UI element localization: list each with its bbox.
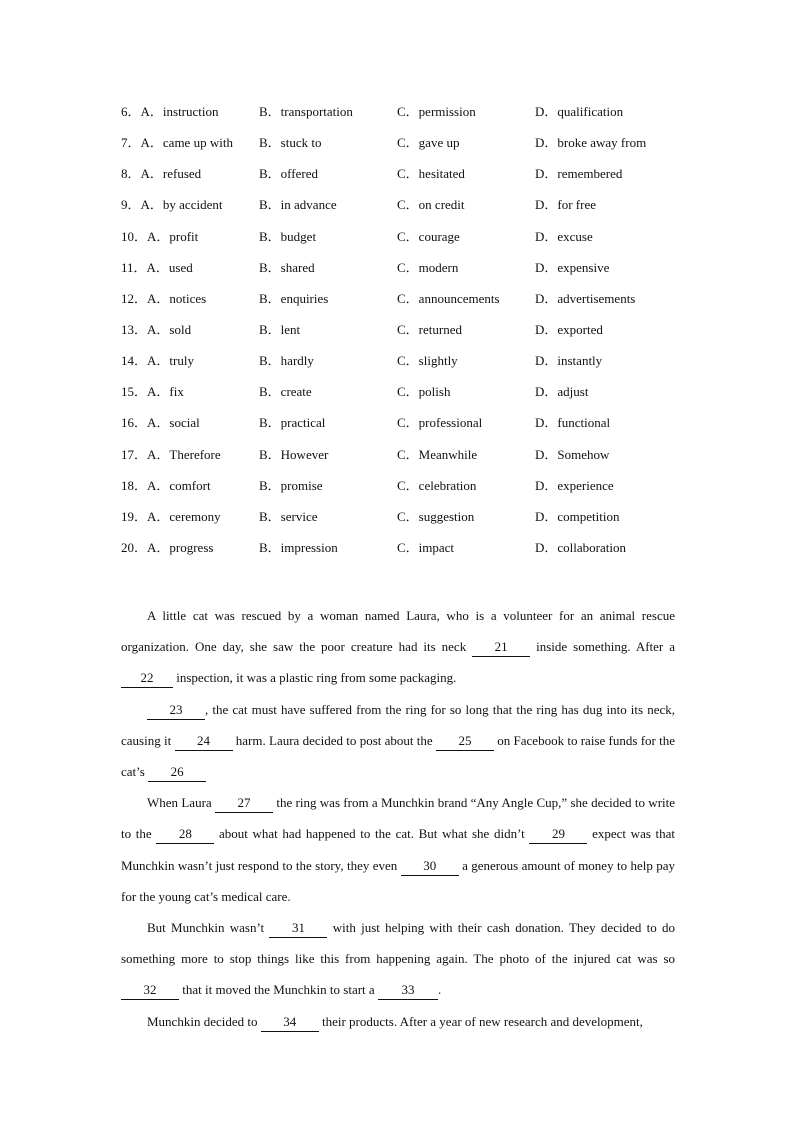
option-b: B．create — [259, 384, 312, 400]
question-number: 6． — [121, 104, 141, 119]
question-number: 18． — [121, 477, 148, 493]
question-row — [121, 289, 681, 320]
option-d: D．functional — [535, 415, 611, 431]
question-row — [121, 445, 681, 476]
option-b: B．offered — [259, 166, 318, 182]
option-text: A．ceremony — [147, 508, 221, 524]
option-c: C．slightly — [397, 353, 458, 369]
option-a — [121, 289, 206, 309]
question-row — [121, 507, 681, 538]
blank-25: 25 — [436, 732, 494, 751]
option-c: C．gave up — [397, 135, 460, 151]
option-a — [121, 351, 194, 371]
option-c: C．courage — [397, 228, 460, 244]
question-row — [121, 476, 681, 507]
option-d: D．expensive — [535, 259, 610, 275]
option-d: D．advertisements — [535, 290, 636, 306]
option-d: D．adjust — [535, 384, 589, 400]
option-b: B．shared — [259, 259, 315, 275]
passage-text: , the cat must have suffered from the ring for so long that the ring has dug into its neck, causing it — [121, 701, 675, 748]
option-b: B．hardly — [259, 353, 314, 369]
option-c: C．celebration — [397, 477, 477, 493]
option-b: B．budget — [259, 228, 317, 244]
option-d: D．exported — [535, 321, 603, 337]
question-number: 10． — [121, 228, 148, 244]
cloze-passage — [121, 600, 675, 1037]
option-a — [121, 133, 233, 153]
option-b: B．practical — [259, 415, 326, 431]
option-text: A．progress — [147, 539, 214, 555]
option-c: C．impact — [397, 539, 455, 555]
option-a — [121, 476, 211, 496]
blank-30: 30 — [401, 857, 459, 876]
option-a — [121, 382, 184, 402]
option-d: D．experience — [535, 477, 614, 493]
option-a — [121, 507, 221, 527]
blank-23: 23 — [147, 701, 205, 720]
question-number: 17． — [121, 446, 148, 462]
option-text: A．social — [147, 415, 200, 431]
option-a — [121, 320, 191, 340]
blank-24: 24 — [175, 732, 233, 751]
paragraph-2 — [121, 694, 675, 788]
passage-text: inside something. After a — [536, 639, 675, 655]
passage-text: with just helping with their cash donation. They decided to do something more to stop things like this from happening again. The photo of the injured cat was so — [121, 920, 675, 967]
paragraph-1 — [121, 600, 675, 694]
option-text: A．came up with — [140, 135, 233, 151]
option-b: B．service — [259, 508, 318, 524]
question-row — [121, 351, 681, 382]
passage-text: their products. After a year of new research and development, — [321, 1013, 643, 1029]
option-b: B．However — [259, 446, 329, 462]
paragraph-3 — [121, 787, 675, 912]
option-c: C．suggestion — [397, 508, 475, 524]
option-b: B．transportation — [259, 104, 353, 119]
option-text: A．used — [146, 259, 193, 275]
option-c: C．polish — [397, 384, 451, 400]
question-number: 14． — [121, 353, 148, 369]
option-a — [121, 413, 200, 433]
question-row — [121, 133, 681, 164]
option-text: A．profit — [147, 228, 199, 244]
option-c: C．professional — [397, 415, 483, 431]
paragraph-5 — [121, 1006, 675, 1037]
option-a — [121, 102, 219, 122]
answer-options-list — [121, 102, 681, 569]
passage-text: When Laura — [147, 795, 212, 811]
option-d: D．for free — [535, 197, 596, 213]
blank-28: 28 — [156, 825, 214, 844]
option-text: A．by accident — [140, 197, 223, 213]
option-b: B．lent — [259, 321, 301, 337]
option-c: C．returned — [397, 321, 462, 337]
passage-text: about what had happened to the cat. But what she didn’t — [218, 826, 525, 842]
option-text: A．notices — [147, 290, 207, 306]
passage-text: the ring was from a Munchkin brand “Any Angle Cup,” she decided to write to the — [121, 795, 676, 842]
option-a — [121, 258, 193, 278]
question-row — [121, 195, 681, 226]
option-d: D．collaboration — [535, 539, 626, 555]
option-b: B．stuck to — [259, 135, 322, 151]
question-number: 12． — [121, 290, 148, 306]
passage-text: But Munchkin wasn’t — [147, 920, 265, 936]
option-b: B．in advance — [259, 197, 337, 213]
question-number: 16． — [121, 415, 148, 431]
blank-22: 22 — [121, 669, 173, 688]
option-text: A．refused — [140, 166, 202, 182]
option-d: D．Somehow — [535, 446, 610, 462]
question-row — [121, 538, 681, 569]
option-c: C．hesitated — [397, 166, 465, 182]
question-row — [121, 227, 681, 258]
option-b: B．enquiries — [259, 290, 329, 306]
question-row — [121, 102, 681, 133]
option-text: A．comfort — [147, 477, 211, 493]
blank-21: 21 — [472, 638, 530, 657]
question-row — [121, 320, 681, 351]
question-row — [121, 258, 681, 289]
question-row — [121, 164, 681, 195]
option-d: D．competition — [535, 508, 620, 524]
option-c: C．on credit — [397, 197, 465, 213]
option-b: B．impression — [259, 539, 338, 555]
passage-text: expect was that Munchkin wasn’t just respond to the story, they even — [121, 826, 676, 873]
option-c: C．Meanwhile — [397, 446, 478, 462]
option-b: B．promise — [259, 477, 323, 493]
question-number: 19． — [121, 508, 148, 524]
passage-text: Munchkin decided to — [147, 1013, 258, 1029]
question-number: 20． — [121, 539, 148, 555]
option-d: D．remembered — [535, 166, 623, 182]
blank-29: 29 — [529, 825, 587, 844]
passage-text: a generous amount of money to help pay for the young cat’s medical care. — [121, 857, 676, 904]
question-row — [121, 413, 681, 444]
question-number: 7． — [121, 135, 141, 151]
blank-26: 26 — [148, 763, 206, 782]
question-number: 8． — [121, 166, 141, 182]
option-text: A．instruction — [140, 104, 219, 119]
option-d: D．instantly — [535, 353, 603, 369]
blank-27: 27 — [215, 794, 273, 813]
option-text: A．sold — [147, 321, 192, 337]
option-a — [121, 227, 198, 247]
option-d: D．qualification — [535, 104, 624, 119]
option-a — [121, 164, 201, 184]
passage-text: . — [437, 982, 442, 998]
option-text: A．truly — [147, 353, 194, 369]
option-a — [121, 445, 221, 465]
paragraph-4 — [121, 912, 675, 1006]
option-c: C．announcements — [397, 290, 500, 306]
question-number: 9． — [121, 197, 141, 213]
passage-text: that it moved the Munchkin to start a — [182, 982, 375, 998]
blank-34: 34 — [261, 1013, 319, 1032]
passage-text: inspection, it was a plastic ring from some packaging. — [176, 670, 457, 686]
option-text: A．Therefore — [147, 446, 221, 462]
question-number: 11． — [121, 259, 147, 275]
option-d: D．excuse — [535, 228, 593, 244]
question-number: 15． — [121, 384, 148, 400]
option-c: C．permission — [397, 104, 476, 119]
blank-32: 32 — [121, 981, 179, 1000]
option-a — [121, 195, 222, 215]
option-d: D．broke away from — [535, 135, 647, 151]
blank-33: 33 — [378, 981, 438, 1000]
passage-text: harm. Laura decided to post about the — [235, 732, 433, 748]
blank-31: 31 — [269, 919, 327, 938]
option-a — [121, 538, 213, 558]
option-text: A．fix — [147, 384, 184, 400]
question-number: 13． — [121, 321, 148, 337]
passage-text: A little cat was rescued by a woman named Laura, who is a volunteer for an animal rescue organization. One day, she saw the poor creature had its neck — [121, 608, 675, 655]
passage-text: on Facebook to raise funds for the cat’s — [121, 732, 676, 780]
question-row — [121, 382, 681, 413]
option-c: C．modern — [397, 259, 459, 275]
